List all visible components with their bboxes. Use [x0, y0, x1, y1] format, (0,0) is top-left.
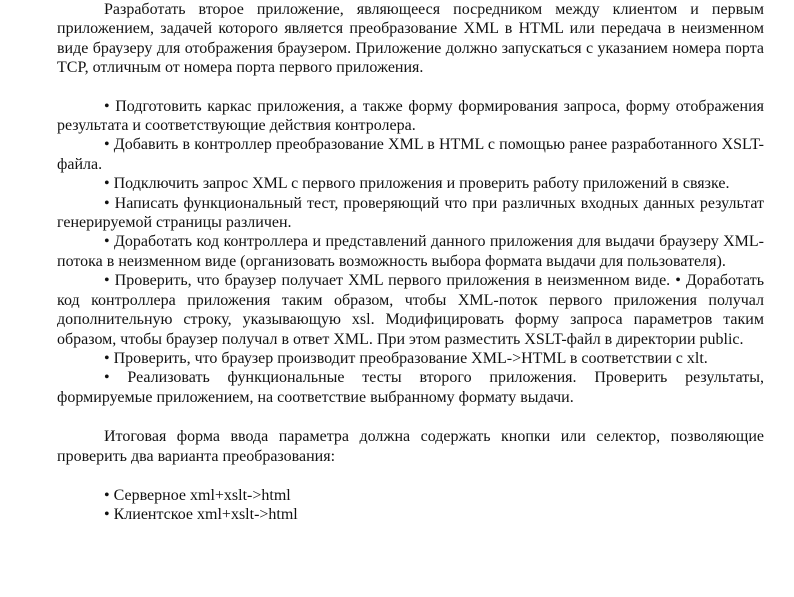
document-page: [57, 0, 764, 525]
task-item: • Добавить в контроллер преобразование XML в HTML с помощью ранее разработанного XSLT-файла.: [57, 136, 764, 173]
intro-paragraph: Разработать второе приложение, являющееся посредником между клиентом и первым приложением, задачей которого является преобразование XML в HTML или передача в неизменном виде браузеру для отображения браузером. Приложение должно запускаться с указанием номера порта TCP, отличным от номера порта первого приложения.: [57, 1, 764, 77]
spacer: [57, 407, 764, 427]
task-item: • Проверить, что браузер получает XML первого приложения в неизменном виде. • Доработать код контроллера приложения таким образом, чтобы XML-поток первого приложения получал дополнительную строку, указывающую xsl. Модифицировать форму запроса параметров таким образом, чтобы браузер получал в ответ XML. При этом разместить XSLT-файл в директории public.: [57, 272, 764, 348]
summary-paragraph: Итоговая форма ввода параметра должна содержать кнопки или селектор, позволяющие проверить два варианта преобразования:: [57, 428, 764, 465]
spacer: [57, 466, 764, 486]
option-item: • Серверное xml+xslt->html: [104, 486, 291, 504]
task-item: • Подключить запрос XML с первого приложения и проверить работу приложений в связке.: [104, 175, 730, 193]
task-item: • Проверить, что браузер производит преобразование XML->HTML в соответствии с xlt.: [104, 349, 708, 367]
task-item: • Написать функциональный тест, проверяющий что при различных входных данных результат генерируемой страницы различен.: [57, 194, 764, 232]
spacer: [57, 78, 764, 97]
task-item: • Подготовить каркас приложения, а также форму формирования запроса, форму отображения результата и соответствующие действия контролера.: [57, 97, 764, 135]
task-item: • Доработать код контроллера и представлений данного приложения для выдачи браузеру XML-потока в неизменном виде (организовать возможность выбора формата выдачи для пользователя).: [57, 233, 764, 270]
option-item: • Клиентское xml+xslt->html: [104, 506, 298, 524]
task-item: • Реализовать функциональные тесты второго приложения. Проверить результаты, формируемые приложением, на соответствие выбранному формату выдачи.: [57, 369, 764, 406]
